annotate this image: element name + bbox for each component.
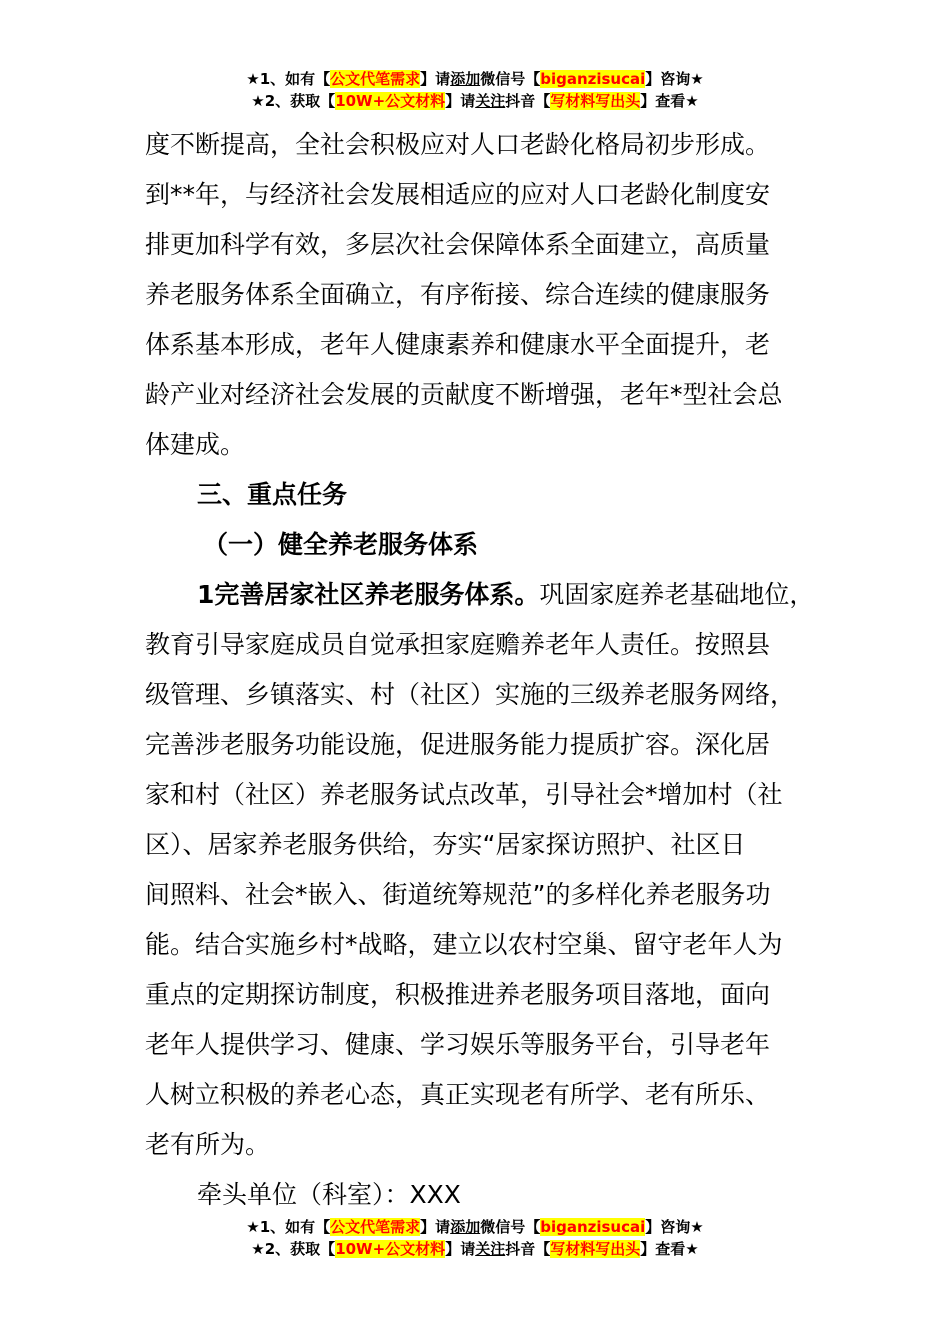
body-line: 排更加科学有效，多层次社会保障体系全面建立，高质量 (145, 230, 771, 259)
banner-underline: 添加 (450, 1218, 481, 1236)
banner-highlight: 写材料写出头 (550, 1240, 641, 1258)
banner-text: 】咨询★ (645, 1218, 704, 1236)
body-line: 老年人提供学习、健康、学习娱乐等服务平台，引导老年 (145, 1030, 771, 1059)
banner-text: 】请 (420, 70, 451, 88)
banner-line-2 (0, 1238, 950, 1260)
banner-text: 微信号【 (480, 1218, 541, 1236)
banner-underline: 关注 (475, 92, 506, 110)
body-line: 龄产业对经济社会发展的贡献度不断增强，老年*型社会总 (145, 380, 783, 409)
body-line: 老有所为。 (145, 1130, 271, 1159)
lead-unit: 牵头单位（科室）：XXX (197, 1180, 461, 1209)
banner-text: ★2、获取【 (251, 92, 336, 110)
body-line: 间照料、社会*嵌入、街道统筹规范”的多样化养老服务功 (145, 880, 771, 909)
body-line: 能。结合实施乡村*战略，建立以农村空巢、留守老年人为 (145, 930, 783, 959)
banner-highlight: 公文代笔需求 (330, 70, 421, 88)
banner-highlight: biganzisucai (540, 1218, 646, 1236)
body-line: 重点的定期探访制度，积极推进养老服务项目落地，面向 (145, 980, 771, 1009)
bottom-banner (0, 1216, 950, 1260)
banner-text: 】查看★ (640, 92, 699, 110)
top-banner (0, 68, 950, 112)
banner-text: 】请 (445, 92, 476, 110)
item-text: 巩固家庭养老基础地位， (539, 580, 815, 609)
banner-highlight: 写材料写出头 (550, 92, 641, 110)
banner-line-1 (0, 68, 950, 90)
item-title: 1完善居家社区养老服务体系。 (197, 580, 540, 609)
body-line: 体系基本形成，老年人健康素养和健康水平全面提升，老 (145, 330, 771, 359)
banner-text: 】查看★ (640, 1240, 699, 1258)
banner-text: 】咨询★ (645, 70, 704, 88)
body-line: 级管理、乡镇落实、村（社区）实施的三级养老服务网络， (145, 680, 796, 709)
banner-text: 抖音【 (505, 92, 551, 110)
banner-text: ★2、获取【 (251, 1240, 336, 1258)
body-line: 养老服务体系全面确立，有序衔接、综合连续的健康服务 (145, 280, 771, 309)
banner-highlight: biganzisucai (540, 70, 646, 88)
banner-line-2 (0, 90, 950, 112)
document-body (145, 120, 835, 1220)
banner-text: 】请 (420, 1218, 451, 1236)
banner-text: ★1、如有【 (246, 1218, 331, 1236)
item-first-line (145, 570, 835, 620)
banner-highlight: 10W+公文材料 (335, 1240, 446, 1258)
banner-highlight: 10W+公文材料 (335, 92, 446, 110)
banner-underline: 添加 (450, 70, 481, 88)
body-line: 区）、居家养老服务供给，夯实“居家探访照护、社区日 (145, 830, 746, 859)
body-line: 家和村（社区）养老服务试点改革，引导社会*增加村（社 (145, 780, 783, 809)
body-line: 教育引导家庭成员自觉承担家庭赡养老年人责任。按照县 (145, 630, 771, 659)
banner-highlight: 公文代笔需求 (330, 1218, 421, 1236)
banner-text: 微信号【 (480, 70, 541, 88)
banner-line-1 (0, 1216, 950, 1238)
body-line: 体建成。 (145, 430, 246, 459)
banner-text: 抖音【 (505, 1240, 551, 1258)
subsection-heading: （一）健全养老服务体系 (203, 530, 479, 559)
body-line: 完善涉老服务功能设施，促进服务能力提质扩容。深化居 (145, 730, 771, 759)
banner-text: ★1、如有【 (246, 70, 331, 88)
body-line: 人树立积极的养老心态，真正实现老有所学、老有所乐、 (145, 1080, 771, 1109)
body-line: 到**年，与经济社会发展相适应的应对人口老龄化制度安 (145, 180, 771, 209)
body-line: 度不断提高，全社会积极应对人口老龄化格局初步形成。 (145, 130, 771, 159)
section-heading: 三、重点任务 (197, 480, 348, 509)
banner-underline: 关注 (475, 1240, 506, 1258)
banner-text: 】请 (445, 1240, 476, 1258)
